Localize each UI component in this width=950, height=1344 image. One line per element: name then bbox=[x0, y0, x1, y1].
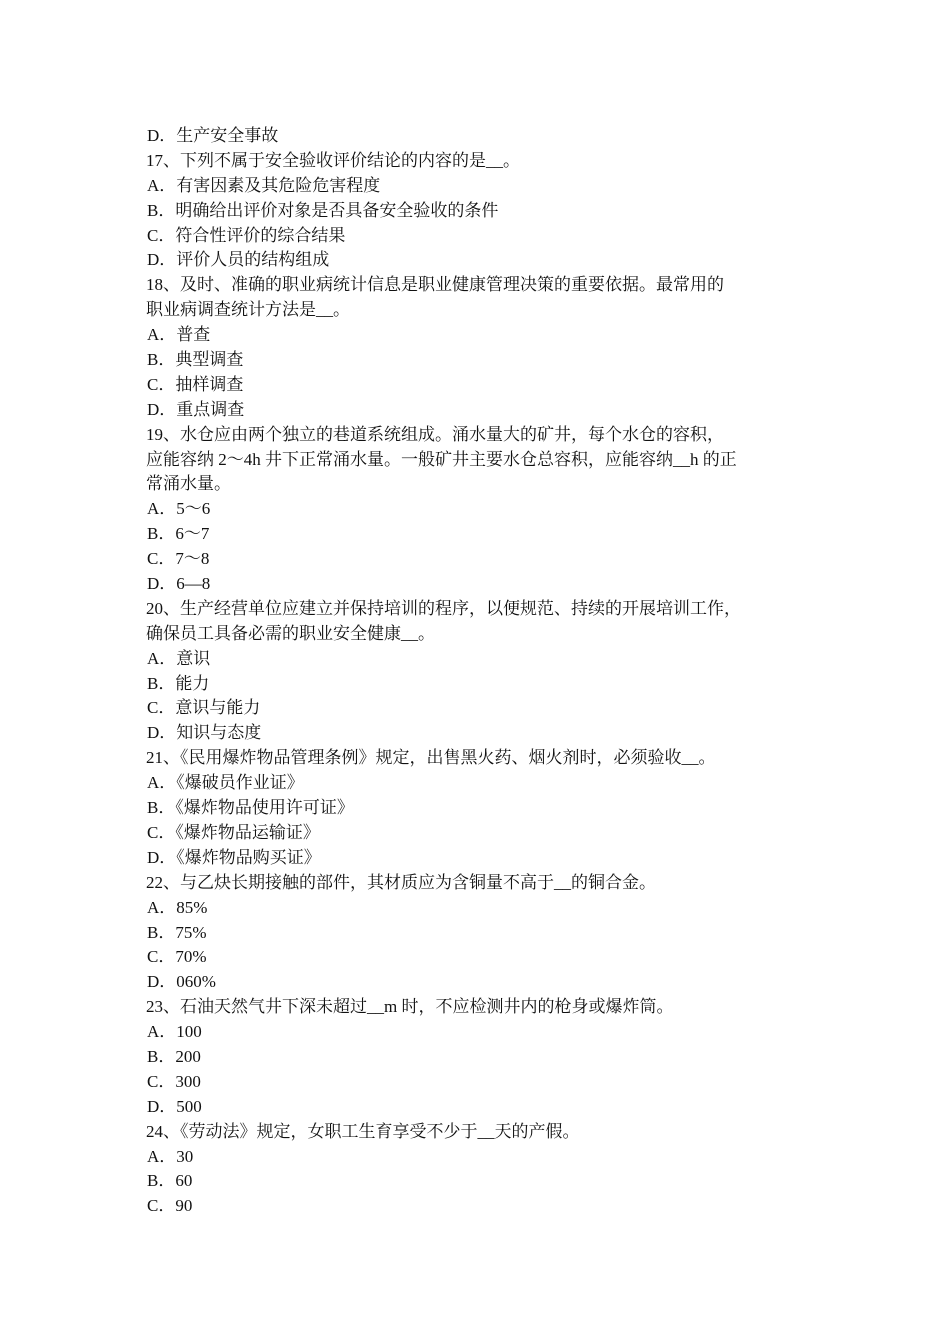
question-line: 18、及时、准确的职业病统计信息是职业健康管理决策的重要依据。最常用的 bbox=[146, 275, 724, 295]
option-line: C．7～8 bbox=[147, 549, 210, 569]
question-line: 24、《劳动法》规定，女职工生育享受不少于__天的产假。 bbox=[146, 1121, 580, 1141]
question-line: 19、水仓应由两个独立的巷道系统组成。涌水量大的矿井，每个水仓的容积， bbox=[146, 424, 724, 444]
option-line: A．85% bbox=[147, 897, 208, 917]
question-line: 常涌水量。 bbox=[146, 474, 231, 494]
option-line: C．90 bbox=[147, 1196, 193, 1216]
question-line: 23、石油天然气井下深未超过__m 时，不应检测井内的枪身或爆炸筒。 bbox=[146, 997, 674, 1017]
option-line: A．普查 bbox=[147, 325, 211, 345]
option-line: D．知识与态度 bbox=[147, 723, 262, 743]
option-line: A．30 bbox=[147, 1146, 194, 1166]
option-line: C．300 bbox=[147, 1071, 201, 1091]
option-line: D．生产安全事故 bbox=[147, 126, 279, 145]
option-line: B．6～7 bbox=[147, 524, 210, 544]
document-page bbox=[146, 124, 826, 1219]
option-line: D．500 bbox=[147, 1096, 202, 1116]
option-line: A．意识 bbox=[147, 648, 211, 668]
option-line: D．060% bbox=[147, 972, 216, 992]
option-line: A．5～6 bbox=[147, 499, 211, 519]
option-line: C．符合性评价的综合结果 bbox=[147, 225, 346, 245]
option-line: D．6—8 bbox=[147, 574, 211, 594]
option-line: B．75% bbox=[147, 922, 207, 942]
option-line: D．重点调查 bbox=[147, 399, 245, 419]
option-line: B．200 bbox=[147, 1046, 201, 1066]
option-line: C．《爆炸物品运输证》 bbox=[147, 822, 320, 842]
option-line: B．60 bbox=[147, 1171, 193, 1191]
option-line: B．能力 bbox=[147, 673, 210, 693]
option-line: D．评价人员的结构组成 bbox=[147, 250, 330, 270]
option-line: B．《爆炸物品使用许可证》 bbox=[147, 798, 354, 818]
question-line: 应能容纳 2～4h 井下正常涌水量。一般矿井主要水仓总容积，应能容纳__h 的正 bbox=[146, 449, 737, 469]
option-line: B．典型调查 bbox=[147, 350, 244, 370]
option-line: D．《爆炸物品购买证》 bbox=[147, 847, 321, 867]
question-line: 22、与乙炔长期接触的部件，其材质应为含铜量不高于__的铜合金。 bbox=[146, 872, 656, 892]
question-line: 确保员工具备必需的职业安全健康__。 bbox=[146, 623, 435, 643]
option-line: C．70% bbox=[147, 947, 207, 967]
option-line: A．《爆破员作业证》 bbox=[147, 773, 304, 793]
option-line: C．抽样调查 bbox=[147, 374, 244, 394]
question-line: 17、下列不属于安全验收评价结论的内容的是__。 bbox=[146, 150, 520, 170]
option-line: C．意识与能力 bbox=[147, 698, 261, 718]
option-line: A．100 bbox=[147, 1022, 202, 1042]
question-line: 21、《民用爆炸物品管理条例》规定，出售黑火药、烟火剂时，必须验收__。 bbox=[146, 748, 716, 768]
question-line: 职业病调查统计方法是__。 bbox=[146, 300, 350, 320]
question-line: 20、生产经营单位应建立并保持培训的程序，以便规范、持续的开展培训工作， bbox=[146, 598, 741, 618]
option-line: A．有害因素及其危险危害程度 bbox=[147, 175, 381, 195]
option-line: B．明确给出评价对象是否具备安全验收的条件 bbox=[147, 200, 499, 220]
